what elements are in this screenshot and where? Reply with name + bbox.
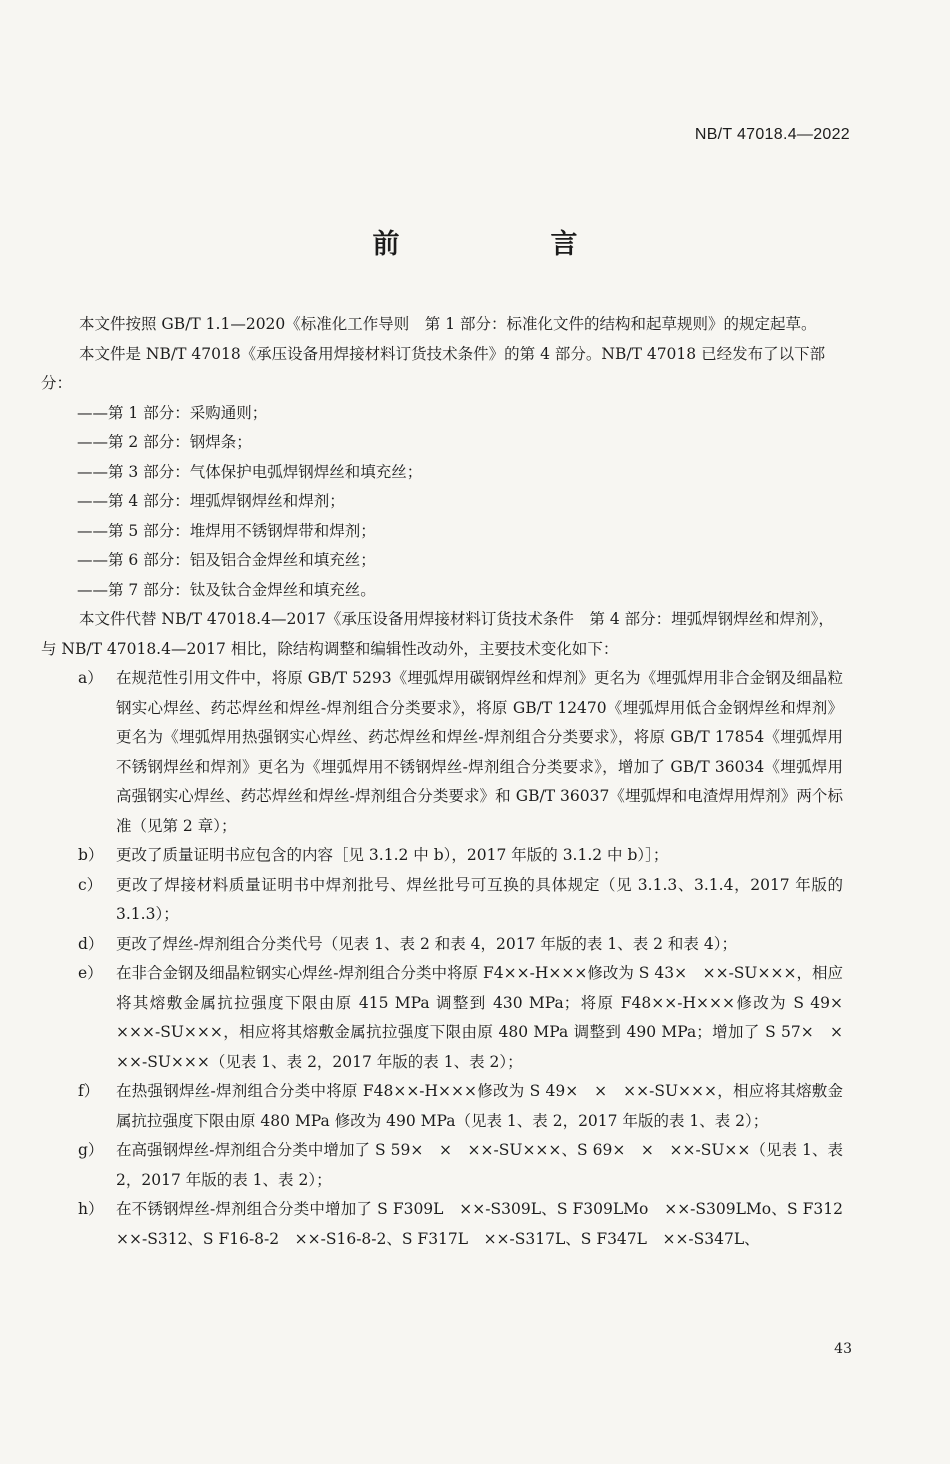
- foreword-body: [41, 310, 859, 1254]
- change-list-item: [41, 871, 843, 930]
- change-marker: h）: [78, 1200, 104, 1218]
- change-text: 更改了焊接材料质量证明书中焊剂批号、焊丝批号可互换的具体规定（见 3.1.3、3.1.4，2017 年版的 3.1.3）；: [116, 875, 843, 923]
- part-list-item: ——第 6 部分：铝及铝合金焊丝和填充丝；: [77, 551, 376, 569]
- change-list-item: [41, 930, 843, 960]
- change-text: 在不锈钢焊丝-焊剂组合分类中增加了 S F309L ××-S309L、S F309LMo ××-S309LMo、S F312 ××-S312、S F16-8-2 ××-S16-8-2、S F317L ××-S317L、S F347L ××-S347L、: [116, 1200, 859, 1248]
- change-list-item: [41, 1077, 843, 1136]
- part-list-item: ——第 5 部分：堆焊用不锈钢焊带和焊剂；: [77, 521, 376, 540]
- change-text: 更改了质量证明书应包含的内容［见 3.1.2 中 b），2017 年版的 3.1.2 中 b）］；: [116, 846, 669, 864]
- change-marker: c）: [78, 875, 103, 894]
- part-list-item: ——第 7 部分：钛及钛合金焊丝和填充丝。: [77, 580, 376, 599]
- change-list-item: [41, 959, 859, 1077]
- part-list-item: ——第 4 部分：埋弧焊钢焊丝和焊剂；: [77, 492, 345, 510]
- change-text: 在热强钢焊丝-焊剂组合分类中将原 F48××-H×××修改为 S 49× × ××-SU×××，相应将其熔敷金属抗拉强度下限由原 480 MPa 修改为 490 MPa（见表 1、表 2，2017 年版的表 1、表 2）；: [116, 1082, 843, 1130]
- change-text: 在非合金钢及细晶粒钢实心焊丝-焊剂组合分类中将原 F4××-H×××修改为 S 43× ××-SU×××，相应将其熔敷金属抗拉强度下限由原 415 MPa 调整到 430 MPa；将原 F48××-H×××修改为 S 49× ×××-SU×××，相应将其熔敷金属抗拉强度下限由原 480 MPa 调整到 490 MPa；增加了 S 57× × ××-SU×××（见表 1、表 2，2017 年版的表 1、表 2）；: [116, 964, 859, 1071]
- paragraph-series-info: 本文件是 NB/T 47018《承压设备用焊接材料订货技术条件》的第 4 部分。NB/T 47018 已经发布了以下部分：: [41, 344, 826, 392]
- change-marker: a）: [78, 669, 103, 687]
- change-text: 在规范性引用文件中，将原 GB/T 5293《埋弧焊用碳钢焊丝和焊剂》更名为《埋弧焊用非合金钢及细晶粒钢实心焊丝、药芯焊丝和焊丝-焊剂组合分类要求》，将原 GB/T 12470《埋弧焊用低合金钢焊丝和焊剂》更名为《埋弧焊用热强钢实心焊丝、药芯焊丝和焊丝-焊剂组合分类要求》，将原 GB/T 17854《埋弧焊用不锈钢焊丝和焊剂》更名为《埋弧焊用不锈钢焊丝-焊剂组合分类要求》，增加了 GB/T 36034《埋弧焊用高强钢实心焊丝、药芯焊丝和焊丝-焊剂组合分类要求》和 GB/T 36037《埋弧焊和电渣焊用焊剂》两个标准（见第 2 章）；: [116, 669, 843, 835]
- page-number: 43: [834, 1341, 852, 1357]
- doc-code: NB/T 47018.4—2022: [694, 126, 850, 143]
- part-list-item: ——第 1 部分：采购通则；: [77, 403, 268, 422]
- change-marker: f）: [78, 1082, 100, 1100]
- change-list-item: [41, 1136, 843, 1195]
- paragraph-replacement-info: 本文件代替 NB/T 47018.4—2017《承压设备用焊接材料订货技术条件 第 4 部分：埋弧焊钢焊丝和焊剂》，与 NB/T 47018.4—2017 相比，除结构调整和编辑性改动外，主要技术变化如下：: [41, 610, 834, 658]
- part-list-item: ——第 2 部分：钢焊条；: [77, 433, 252, 451]
- change-marker: e）: [78, 964, 103, 982]
- change-marker: d）: [78, 934, 104, 953]
- change-text: 更改了焊丝-焊剂组合分类代号（见表 1、表 2 和表 4，2017 年版的表 1、表 2 和表 4）；: [116, 934, 737, 953]
- change-marker: g）: [78, 1141, 104, 1159]
- change-list-item: [41, 664, 843, 841]
- change-list-item: [41, 841, 843, 871]
- change-marker: b）: [78, 846, 104, 864]
- change-list-item: [41, 1195, 859, 1254]
- part-list-item: ——第 3 部分：气体保护电弧焊钢焊丝和填充丝；: [77, 462, 423, 481]
- change-text: 在高强钢焊丝-焊剂组合分类中增加了 S 59× × ××-SU×××、S 69× × ××-SU××（见表 1、表 2，2017 年版的表 1、表 2）；: [116, 1141, 843, 1189]
- page-title: 前 言: [372, 229, 640, 260]
- paragraph-drafting-rules: 本文件按照 GB/T 1.1—2020《标准化工作导则 第 1 部分：标准化文件的结构和起草规则》的规定起草。: [79, 315, 817, 333]
